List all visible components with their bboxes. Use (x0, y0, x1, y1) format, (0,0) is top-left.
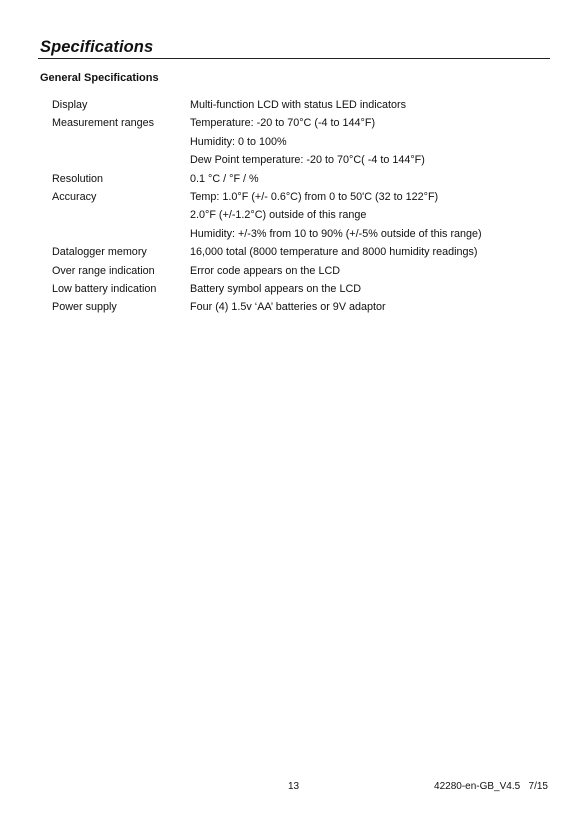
spec-label: Datalogger memory (52, 246, 147, 259)
spec-value: Humidity: +/-3% from 10 to 90% (+/-5% outside of this range) (190, 227, 482, 240)
spec-values (190, 298, 386, 316)
document-id: 42280-en-GB_V4.5 7/15 (434, 781, 548, 792)
spec-values (190, 96, 406, 114)
spec-values (190, 243, 478, 261)
spec-values (190, 114, 425, 169)
spec-value: Temp: 1.0°F (+/- 0.6°C) from 0 to 50'C (32 to 122°F) (190, 191, 439, 204)
spec-label: Accuracy (52, 191, 97, 204)
spec-value: Humidity: 0 to 100% (190, 135, 287, 148)
spec-row-resolution (52, 170, 482, 188)
spec-value: Battery symbol appears on the LCD (190, 283, 362, 296)
spec-value: 16,000 total (8000 temperature and 8000 humidity readings) (190, 246, 478, 259)
spec-values (190, 188, 482, 243)
spec-label: Display (52, 99, 88, 111)
spec-row-low-battery-indication (52, 280, 482, 298)
spec-row-over-range-indication (52, 262, 482, 280)
title-divider (38, 58, 550, 59)
section-heading: General Specifications (40, 72, 159, 84)
spec-value: 0.1 °C / °F / % (190, 172, 259, 185)
spec-values (190, 280, 361, 298)
spec-row-measurement-ranges (52, 114, 482, 169)
spec-values (190, 170, 259, 188)
spec-value: Temperature: -20 to 70°C (-4 to 144°F) (190, 117, 376, 130)
page-number: 13 (288, 781, 300, 792)
spec-label: Power supply (52, 301, 117, 314)
spec-value: Four (4) 1.5v ‘AA’ batteries or 9V adaptor (190, 301, 386, 314)
spec-value: Dew Point temperature: -20 to 70°C( -4 to 144°F) (190, 154, 425, 167)
spec-value: Multi-function LCD with status LED indicators (190, 99, 407, 111)
spec-row-power-supply (52, 298, 482, 316)
spec-label: Over range indication (52, 264, 155, 277)
spec-table (52, 96, 482, 317)
spec-value: Error code appears on the LCD (190, 264, 341, 277)
spec-values (190, 262, 340, 280)
page-title: Specifications (40, 38, 154, 56)
spec-value: 2.0°F (+/-1.2°C) outside of this range (190, 209, 367, 222)
spec-label: Resolution (52, 172, 104, 185)
spec-row-display (52, 96, 482, 114)
spec-row-datalogger-memory (52, 243, 482, 261)
spec-label: Measurement ranges (52, 117, 155, 130)
spec-label: Low battery indication (52, 283, 157, 296)
spec-row-accuracy (52, 188, 482, 243)
